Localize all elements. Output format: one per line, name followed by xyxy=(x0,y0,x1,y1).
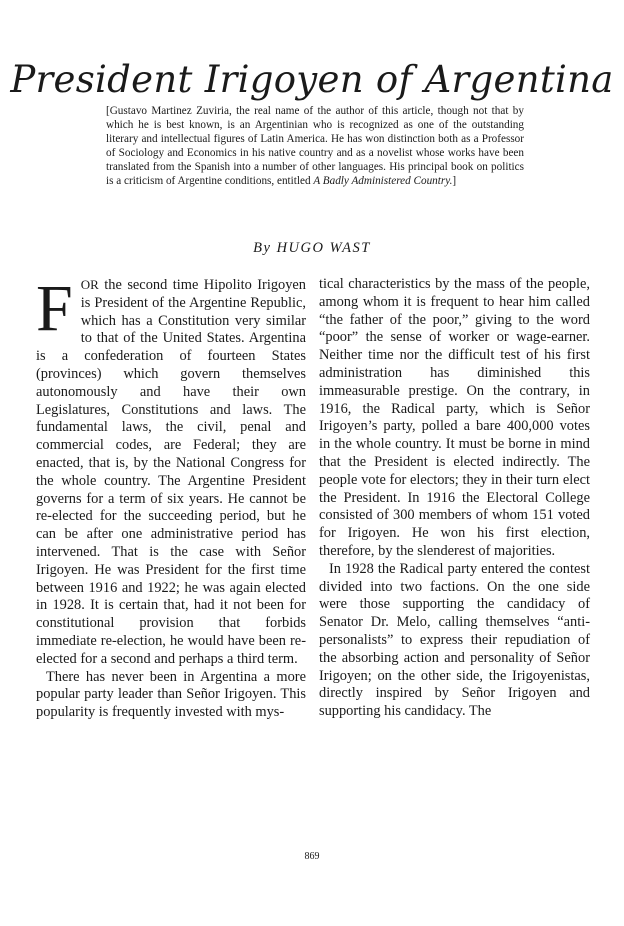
paragraph: There has never been in Argentina a more popular party leader than Señor Irigoyen. This popularity is frequently invested with mys- xyxy=(36,668,306,721)
paragraph: In 1928 the Radical party entered the contest divided into two factions. On the one side were those supporting the candidacy of Senator Dr. Melo, calling themselves “anti-personalists” to express their repudiation of the absorbing action and personality of Señor Irigoyen; on the other side, the Irigoyenistas, directly inspired by Señor Irigoyen and supporting his candidacy. The xyxy=(319,560,590,720)
drop-cap: F xyxy=(36,272,73,345)
article-title: President Irigoyen of Argentina xyxy=(10,58,614,101)
byline: By HUGO WAST xyxy=(253,240,371,256)
column-left xyxy=(36,272,306,722)
editorial-note xyxy=(106,104,524,189)
book-title: A Badly Administered Country. xyxy=(313,175,453,188)
page-number: 869 xyxy=(304,851,320,862)
lead-in: OR xyxy=(80,277,99,292)
editorial-note-text: [Gustavo Martinez Zuviria, the real name of the author of this article, though not that by which he is best known, is an Argentinian who is recognized as one of the outstanding literary and intellectual figures of Latin America. He has won distinction both as a Professor of Sociology and Economics in his native country and as a novelist whose works have been translated from the Spanish into a number of other languages. His principal book on politics is a criticism of Argentine conditions, entitled xyxy=(106,105,524,188)
paragraph-text: the second time Hipolito Irigoyen is President of the Argentine Republic, which has a Constitution very similar to that of the United States. Argentina is a confederation of fourteen States (provinces) which govern themselves autonomously and have their own Legislatures, Constitutions and laws. The fundamental laws, the civil, penal and commercial codes, are Federal; they are enacted, that is, by the National Congress for the whole country. The Argentine President governs for a term of six years. He cannot be re-elected for the succeeding period, but he can be after one administrative period has intervened. That is the case with Señor Irigoyen. He was President for the first time between 1916 and 1922; he was again elected in 1928. It is certain that, had it not been for constitutional provision that forbids immediate re-election, he would have been re-elected for a second and perhaps a third term. xyxy=(36,277,306,667)
paragraph: tical characteristics by the mass of the people, among whom it is frequent to hear him called “the father of the poor,” giving to the word “poor” the sense of worker or wage-earner. Neither time nor the difficult test of his first administration has diminished this immeasurable prestige. On the contrary, in 1916, the Radical party, which is Señor Irigoyen’s party, polled a bare 400,000 votes in the whole country. It must be borne in mind that the President is elected indirectly. The people vote for electors; they in their turn elect the President. In 1916 the Electoral College consisted of 300 members of whom 151 voted for Irigoyen. He won his first election, therefore, by the slenderest of majorities. xyxy=(319,276,590,559)
paragraph xyxy=(36,272,306,669)
editorial-note-close: ] xyxy=(452,175,457,188)
column-right xyxy=(319,276,590,721)
